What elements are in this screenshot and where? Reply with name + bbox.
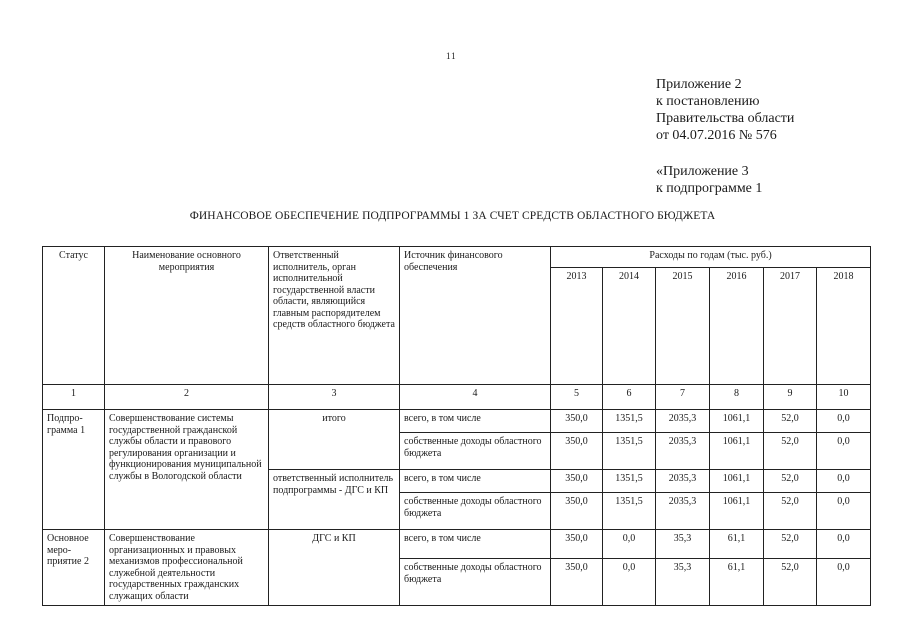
header-year: 2015 <box>656 268 710 385</box>
value-cell: 52,0 <box>764 493 817 530</box>
value-cell: 0,0 <box>817 493 871 530</box>
value-cell: 350,0 <box>551 493 603 530</box>
value-cell: 52,0 <box>764 470 817 493</box>
header-executor: Ответственный исполнитель, орган исполнительной государственной власти области, являющийся главным распорядителем средств областного бюджета <box>269 247 400 385</box>
executor-cell: итого <box>269 410 400 470</box>
source-cell: собственные доходы областного бюджета <box>400 493 551 530</box>
column-number: 4 <box>400 385 551 410</box>
source-cell: всего, в том числе <box>400 410 551 433</box>
financing-table <box>42 246 871 606</box>
annex-block <box>656 163 762 197</box>
source-cell: всего, в том числе <box>400 470 551 493</box>
column-number: 7 <box>656 385 710 410</box>
value-cell: 0,0 <box>817 433 871 470</box>
value-cell: 1351,5 <box>603 493 656 530</box>
value-cell: 2035,3 <box>656 410 710 433</box>
value-cell: 35,3 <box>656 530 710 559</box>
header-source: Источник финансового обеспечения <box>400 247 551 385</box>
value-cell: 1061,1 <box>710 433 764 470</box>
value-cell: 1351,5 <box>603 410 656 433</box>
activity-name-cell: Совершенствование системы государственной гражданской службы области и правового регулирования организации и функционирования муниципальной службы в Вологодской области <box>105 410 269 530</box>
table-row <box>43 530 871 559</box>
status-cell: Основное меро-приятие 2 <box>43 530 105 606</box>
value-cell: 350,0 <box>551 470 603 493</box>
column-number: 10 <box>817 385 871 410</box>
column-number: 1 <box>43 385 105 410</box>
activity-name-cell: Совершенствование организационных и правовых механизмов профессиональной служебной деятельности государственных гражданских служащих области <box>105 530 269 606</box>
approval-line: Правительства области <box>656 111 795 126</box>
value-cell: 2035,3 <box>656 493 710 530</box>
value-cell: 61,1 <box>710 530 764 559</box>
header-year: 2016 <box>710 268 764 385</box>
column-number: 3 <box>269 385 400 410</box>
value-cell: 1351,5 <box>603 470 656 493</box>
table-row <box>43 410 871 433</box>
page-number: 11 <box>446 51 457 61</box>
executor-cell: ответственный исполнитель подпрограммы - ДГС и КП <box>269 470 400 530</box>
column-number: 5 <box>551 385 603 410</box>
value-cell: 0,0 <box>817 470 871 493</box>
status-cell: Подпро-грамма 1 <box>43 410 105 530</box>
value-cell: 350,0 <box>551 530 603 559</box>
annex-line: «Приложение 3 <box>656 164 749 179</box>
column-number: 8 <box>710 385 764 410</box>
approval-line: от 04.07.2016 № 576 <box>656 128 777 143</box>
value-cell: 1061,1 <box>710 470 764 493</box>
value-cell: 61,1 <box>710 559 764 606</box>
value-cell: 0,0 <box>817 410 871 433</box>
annex-line: к подпрограмме 1 <box>656 181 763 196</box>
header-year: 2013 <box>551 268 603 385</box>
header-name: Наименование основного мероприятия <box>105 247 269 385</box>
value-cell: 1061,1 <box>710 410 764 433</box>
document-title: ФИНАНСОВОЕ ОБЕСПЕЧЕНИЕ ПОДПРОГРАММЫ 1 ЗА СЧЕТ СРЕДСТВ ОБЛАСТНОГО БЮДЖЕТА <box>189 210 716 222</box>
source-cell: всего, в том числе <box>400 530 551 559</box>
column-numbers-row <box>43 385 871 410</box>
approval-line: Приложение 2 <box>656 77 742 92</box>
value-cell: 350,0 <box>551 559 603 606</box>
value-cell: 0,0 <box>603 530 656 559</box>
value-cell: 350,0 <box>551 410 603 433</box>
value-cell: 2035,3 <box>656 470 710 493</box>
header-year: 2017 <box>764 268 817 385</box>
value-cell: 1061,1 <box>710 493 764 530</box>
header-year: 2014 <box>603 268 656 385</box>
column-number: 2 <box>105 385 269 410</box>
header-row <box>43 247 871 268</box>
value-cell: 52,0 <box>764 433 817 470</box>
value-cell: 52,0 <box>764 410 817 433</box>
value-cell: 1351,5 <box>603 433 656 470</box>
value-cell: 0,0 <box>817 559 871 606</box>
approval-block <box>656 76 794 144</box>
value-cell: 2035,3 <box>656 433 710 470</box>
source-cell: собственные доходы областного бюджета <box>400 559 551 606</box>
approval-line: к постановлению <box>656 94 760 109</box>
value-cell: 0,0 <box>817 530 871 559</box>
column-number: 9 <box>764 385 817 410</box>
source-cell: собственные доходы областного бюджета <box>400 433 551 470</box>
executor-cell: ДГС и КП <box>269 530 400 606</box>
value-cell: 52,0 <box>764 559 817 606</box>
header-year: 2018 <box>817 268 871 385</box>
value-cell: 0,0 <box>603 559 656 606</box>
header-expenses: Расходы по годам (тыс. руб.) <box>551 247 871 268</box>
column-number: 6 <box>603 385 656 410</box>
value-cell: 52,0 <box>764 530 817 559</box>
value-cell: 35,3 <box>656 559 710 606</box>
value-cell: 350,0 <box>551 433 603 470</box>
header-status: Статус <box>43 247 105 385</box>
